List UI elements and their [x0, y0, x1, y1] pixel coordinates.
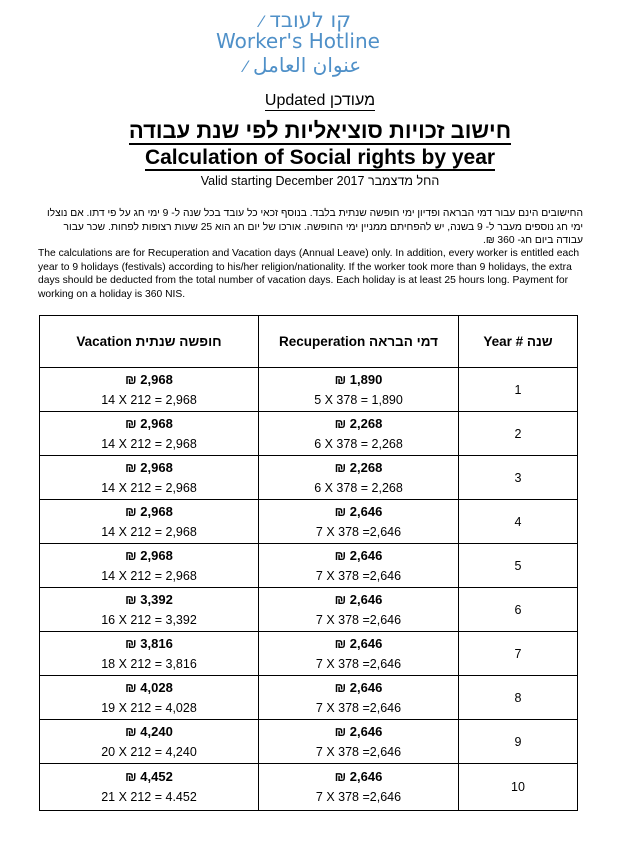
- year-cell: 1: [459, 368, 578, 412]
- vacation-formula: 14 X 212 = 2,968: [101, 568, 197, 583]
- logo-hebrew-text: קו לעובד ⁄: [260, 8, 352, 32]
- recuperation-amount: ₪ 2,646: [334, 679, 383, 695]
- vacation-cell: [40, 588, 259, 632]
- recuperation-amount: ₪ 2,646: [334, 635, 383, 651]
- recuperation-amount: ₪ 2,646: [334, 547, 383, 563]
- table-row: [40, 456, 578, 500]
- table-row: [40, 368, 578, 412]
- year-cell: 8: [459, 676, 578, 720]
- vacation-amount: ₪ 2,968: [125, 459, 173, 475]
- recuperation-formula: 6 X 378 = 2,268: [314, 436, 403, 451]
- recuperation-cell: [259, 588, 459, 632]
- table-header-row: [40, 316, 578, 368]
- vacation-formula: 20 X 212 = 4,240: [101, 744, 197, 759]
- table-row: [40, 544, 578, 588]
- intro-paragraph-english: The calculations are for Recuperation and Vacation days (Annual Leave) only. In addition, every worker is entitled each year to 9 holidays (festivals) according to his/her religion/nationality. If the worker took more than 9 holidays, the extra days should be deducted from the total number of vacation days. Each holiday is at least 25 hours long. Payment for working on a holiday is 360 NIS.: [38, 248, 580, 300]
- year-cell: 5: [459, 544, 578, 588]
- social-rights-table: [39, 315, 578, 811]
- recuperation-formula: 7 X 378 =2,646: [315, 744, 402, 759]
- recuperation-formula: 7 X 378 =2,646: [315, 790, 402, 804]
- vacation-amount: ₪ 4,240: [125, 723, 173, 739]
- recuperation-amount: ₪ 2,646: [334, 769, 383, 784]
- table-row: [40, 412, 578, 456]
- year-cell: 4: [459, 500, 578, 544]
- recuperation-amount: ₪ 2,646: [334, 503, 383, 519]
- year-cell: 2: [459, 412, 578, 456]
- recuperation-cell: [259, 632, 459, 676]
- recuperation-cell: [259, 764, 459, 811]
- vacation-amount: ₪ 3,816: [125, 635, 173, 651]
- recuperation-formula: 7 X 378 =2,646: [315, 612, 402, 627]
- year-cell: 9: [459, 720, 578, 764]
- vacation-cell: [40, 676, 259, 720]
- logo-english-text: Worker's Hotline: [216, 29, 380, 53]
- recuperation-amount: ₪ 1,890: [334, 371, 383, 387]
- vacation-amount: ₪ 4,452: [125, 769, 173, 784]
- vacation-cell: [40, 412, 259, 456]
- vacation-formula: 21 X 212 = 4.452: [101, 790, 197, 804]
- recuperation-cell: [259, 676, 459, 720]
- vacation-amount: ₪ 2,968: [125, 503, 173, 519]
- vacation-amount: ₪ 2,968: [125, 547, 173, 563]
- recuperation-formula: 7 X 378 =2,646: [315, 656, 402, 671]
- page-title-hebrew: חישוב זכויות סוציאליות לפי שנת עבודה: [128, 118, 512, 143]
- logo-arabic-text: عنوان العامل ⁄: [244, 53, 362, 77]
- vacation-formula: 16 X 212 = 3,392: [101, 612, 197, 627]
- workers-hotline-logo: [210, 8, 410, 80]
- vacation-formula: 18 X 212 = 3,816: [101, 656, 197, 671]
- vacation-cell: [40, 500, 259, 544]
- vacation-formula: 14 X 212 = 2,968: [101, 392, 197, 407]
- recuperation-formula: 7 X 378 =2,646: [315, 524, 402, 539]
- vacation-amount: ₪ 4,028: [125, 679, 173, 695]
- vacation-cell: [40, 720, 259, 764]
- recuperation-cell: [259, 456, 459, 500]
- recuperation-amount: ₪ 2,268: [334, 459, 383, 475]
- year-cell: 6: [459, 588, 578, 632]
- header-vacation: Vacation חופשה שנתית: [40, 316, 259, 368]
- recuperation-cell: [259, 412, 459, 456]
- year-cell: 3: [459, 456, 578, 500]
- header-recuperation: Recuperation דמי הבראה: [259, 316, 459, 368]
- updated-label: Updated מעודכן: [264, 92, 376, 109]
- valid-from-note: Valid starting December 2017 החל מדצמבר: [200, 174, 440, 188]
- vacation-formula: 19 X 212 = 4,028: [101, 700, 197, 715]
- recuperation-formula: 6 X 378 = 2,268: [314, 480, 403, 495]
- page-title-english: Calculation of Social rights by year: [144, 146, 496, 169]
- table-row: [40, 764, 578, 811]
- year-cell: 7: [459, 632, 578, 676]
- year-cell: 10: [459, 764, 578, 811]
- vacation-amount: ₪ 3,392: [125, 591, 173, 607]
- recuperation-amount: ₪ 2,268: [334, 415, 383, 431]
- vacation-cell: [40, 764, 259, 811]
- vacation-cell: [40, 544, 259, 588]
- table-row: [40, 676, 578, 720]
- vacation-cell: [40, 456, 259, 500]
- vacation-cell: [40, 368, 259, 412]
- table-row: [40, 632, 578, 676]
- vacation-cell: [40, 632, 259, 676]
- recuperation-cell: [259, 720, 459, 764]
- vacation-formula: 14 X 212 = 2,968: [101, 436, 197, 451]
- recuperation-amount: ₪ 2,646: [334, 723, 383, 739]
- recuperation-formula: 7 X 378 =2,646: [315, 700, 402, 715]
- recuperation-cell: [259, 500, 459, 544]
- recuperation-formula: 7 X 378 =2,646: [315, 568, 402, 583]
- vacation-formula: 14 X 212 = 2,968: [101, 480, 197, 495]
- header-year: Year # שנה: [459, 316, 578, 368]
- table-row: [40, 588, 578, 632]
- recuperation-cell: [259, 544, 459, 588]
- vacation-formula: 14 X 212 = 2,968: [101, 524, 197, 539]
- table-row: [40, 500, 578, 544]
- intro-paragraph-hebrew: החישובים הינם עבור דמי הבראה ופדיון ימי חופשה שנתית בלבד. בנוסף זכאי כל עובד בכל שנה ל- 9 ימי חג על פי דתו. אם נוצלו ימי חג נוספים מעבר ל- 9 בשנה, יש להפחיתם ממניין ימי החופשה. אורכו של יום חג הוא 25 שעות רצופות לפחות. שכר עבור עבודה ביום חג- 360 ₪.: [46, 208, 583, 246]
- vacation-amount: ₪ 2,968: [125, 415, 173, 431]
- recuperation-cell: [259, 368, 459, 412]
- vacation-amount: ₪ 2,968: [125, 371, 173, 387]
- recuperation-formula: 5 X 378 = 1,890: [314, 392, 403, 407]
- recuperation-amount: ₪ 2,646: [334, 591, 383, 607]
- table-row: [40, 720, 578, 764]
